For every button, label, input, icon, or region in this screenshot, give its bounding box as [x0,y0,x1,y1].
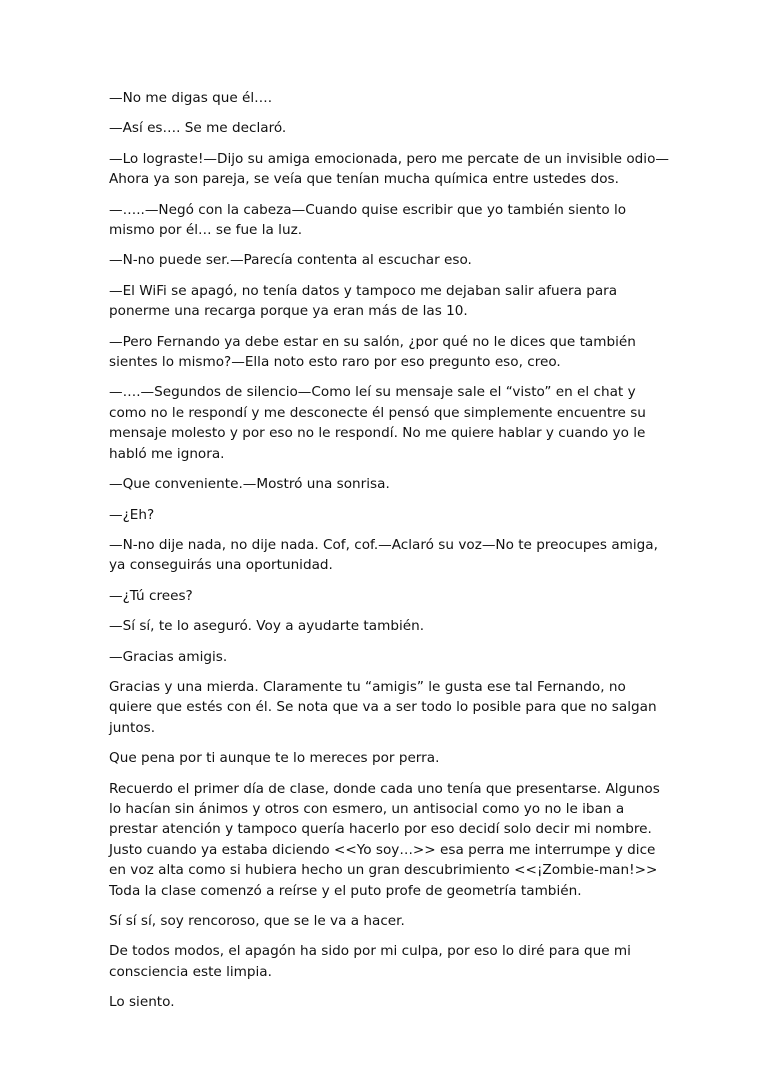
paragraph: De todos modos, el apagón ha sido por mi culpa, por eso lo diré para que mi consciencia este limpia. [109,943,631,980]
paragraph: —Gracias amigis. [109,648,228,665]
paragraph: Sí sí sí, soy rencoroso, que se le va a hacer. [109,913,405,929]
paragraph: —…..—Negó con la cabeza—Cuando quise escribir que yo también siento lo mismo por él… se fue la luz. [109,201,627,239]
paragraph: —No me digas que él…. [109,90,273,106]
document-page [109,88,669,1023]
paragraph: Lo siento. [109,994,175,1011]
paragraph: —N-no dije nada, no dije nada. Cof, cof.—Aclaró su voz—No te preocupes amiga, ya conseguirás una oportunidad. [109,536,658,574]
paragraph: Recuerdo el primer día de clase, donde cada uno tenía que presentarse. Algunos lo hacían sin ánimos y otros con esmero, un antisocial como yo no le iban a prestar atención y tampoco quería hacerlo por eso decidí solo decir mi nombre. Justo cuando ya estaba diciendo <<Yo soy…>> esa perra me interrumpe y dice en voz alta como si hubiera hecho un gran descubrimiento <<¡Zombie-man!>> Toda la clase comenzó a reírse y el puto profe de geometría también. [109,780,660,899]
paragraph: —¿Tú crees? [109,587,193,604]
paragraph: —Lo lograste!—Dijo su amiga emocionada, pero me percate de un invisible odio—Ahora ya son pareja, se veía que tenían mucha química entre ustedes dos. [109,150,669,188]
paragraph: —N-no puede ser.—Parecía contenta al escuchar eso. [109,252,472,269]
paragraph: —Que conveniente.—Mostró una sonrisa. [109,476,390,493]
paragraph: —Pero Fernando ya debe estar en su salón, ¿por qué no le dices que también sientes lo mismo?—Ella noto esto raro por eso pregunto eso, creo. [109,333,636,371]
paragraph: —El WiFi se apagó, no tenía datos y tampoco me dejaban salir afuera para ponerme una recarga porque ya eran más de las 10. [109,282,618,320]
paragraph: —Así es…. Se me declaró. [109,120,287,137]
paragraph: —….—Segundos de silencio—Como leí su mensaje sale el “visto” en el chat y como no le respondí y me desconecte él pensó que simplemente encuentre su mensaje molesto y por eso no le respondí. No me quiere hablar y cuando yo le habló me ignora. [109,384,646,462]
paragraph: Que pena por ti aunque te lo mereces por perra. [109,750,440,767]
paragraph: —Sí sí, te lo aseguró. Voy a ayudarte también. [109,618,425,635]
paragraph: —¿Eh? [109,506,155,523]
paragraph: Gracias y una mierda. Claramente tu “amigis” le gusta ese tal Fernando, no quiere que estés con él. Se nota que va a ser todo lo posible para que no salgan juntos. [109,678,657,736]
